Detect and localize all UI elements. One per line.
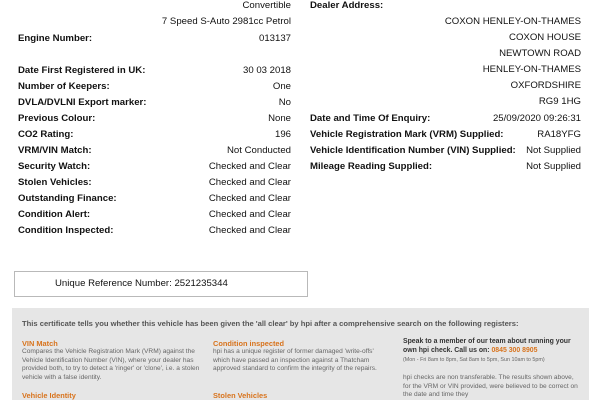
vehicle-identity-title: Vehicle Identity	[22, 391, 76, 400]
speak-to-team	[403, 338, 581, 355]
address-line: OXFORDSHIRE	[510, 80, 581, 91]
enquiry-label: Date and Time Of Enquiry:	[310, 113, 431, 124]
detail-label: Previous Colour:	[18, 113, 96, 124]
detail-label: VRM/VIN Match:	[18, 145, 92, 156]
detail-value: Checked and Clear	[208, 209, 291, 220]
address-line: NEWTOWN ROAD	[499, 48, 581, 59]
condition-inspected-text: hpi has a unique register of former damaged 'write-offs' which have passed an inspection against a Thatcham approved standard to confirm the integrity of the repairs.	[213, 348, 377, 373]
detail-label: Security Watch:	[18, 161, 91, 172]
vin-match-text: Compares the Vehicle Registration Mark (VRM) against the Vehicle Identification Number (VIN), where your dealer has provided both, to try to detect a 'ringer' or 'clone', i.e. a stolen vehicle with a false identity.	[22, 348, 200, 381]
engine-number-value: 013137	[258, 33, 291, 44]
unique-reference-number: Unique Reference Number: 2521235344	[14, 271, 308, 297]
detail-label: Condition Inspected:	[18, 225, 114, 236]
speak-text: Speak to a member of our team about running your own hpi check. Call us on:	[403, 338, 571, 354]
detail-value: Checked and Clear	[208, 161, 291, 172]
detail-label: Date First Registered in UK:	[18, 65, 146, 76]
enquiry-value: 25/09/2020 09:26:31	[492, 113, 581, 124]
engine-number-label: Engine Number:	[18, 33, 93, 44]
stolen-vehicles-title: Stolen Vehicles	[213, 391, 268, 400]
transmission-engine: 7 Speed S-Auto 2981cc Petrol	[161, 16, 291, 27]
detail-label: DVLA/DVLNI Export marker:	[18, 97, 147, 108]
address-line: COXON HENLEY-ON-THAMES	[444, 16, 581, 27]
postcode: RG9 1HG	[538, 96, 581, 107]
transfer-note: hpi checks are non transferable. The results shown above, for the VRM or VIN provided, were believed to be correct on the date and time they	[403, 374, 578, 399]
enquiry-value: Not Supplied	[526, 161, 581, 172]
detail-label: CO2 Rating:	[18, 129, 74, 140]
enquiry-label: Vehicle Registration Mark (VRM) Supplied:	[310, 129, 504, 140]
opening-hours: (Mon - Fri 8am to 8pm, Sat 8am to 5pm, Sun 10am to 5pm)	[403, 357, 545, 363]
detail-value: None	[268, 113, 291, 124]
vin-match-title: VIN Match	[22, 339, 58, 348]
detail-value: One	[272, 81, 291, 92]
phone-number[interactable]: 0845 300 8905	[491, 346, 538, 354]
enquiry-value: Not Supplied	[526, 145, 581, 156]
detail-value: 196	[274, 129, 291, 140]
detail-value: 30 03 2018	[242, 65, 291, 76]
detail-value: Checked and Clear	[208, 225, 291, 236]
detail-value: Not Conducted	[227, 145, 291, 156]
enquiry-value: RA18YFG	[537, 129, 581, 140]
detail-label: Outstanding Finance:	[18, 193, 117, 204]
panel-heading: This certificate tells you whether this vehicle has been given the 'all clear' by hpi after a comprehensive search on the following registers:	[22, 319, 519, 328]
detail-value: Checked and Clear	[208, 177, 291, 188]
enquiry-label: Mileage Reading Supplied:	[310, 161, 433, 172]
body-type: Convertible	[242, 0, 291, 11]
detail-label: Condition Alert:	[18, 209, 91, 220]
address-line: COXON HOUSE	[509, 32, 581, 43]
condition-inspected-title: Condition inspected	[213, 339, 285, 348]
address-line: HENLEY-ON-THAMES	[482, 64, 581, 75]
detail-label: Stolen Vehicles:	[18, 177, 92, 188]
detail-value: No	[278, 97, 291, 108]
detail-value: Checked and Clear	[208, 193, 291, 204]
enquiry-label: Vehicle Identification Number (VIN) Supplied:	[310, 145, 516, 156]
detail-label: Number of Keepers:	[18, 81, 110, 92]
dealer-address-label: Dealer Address:	[310, 0, 384, 11]
